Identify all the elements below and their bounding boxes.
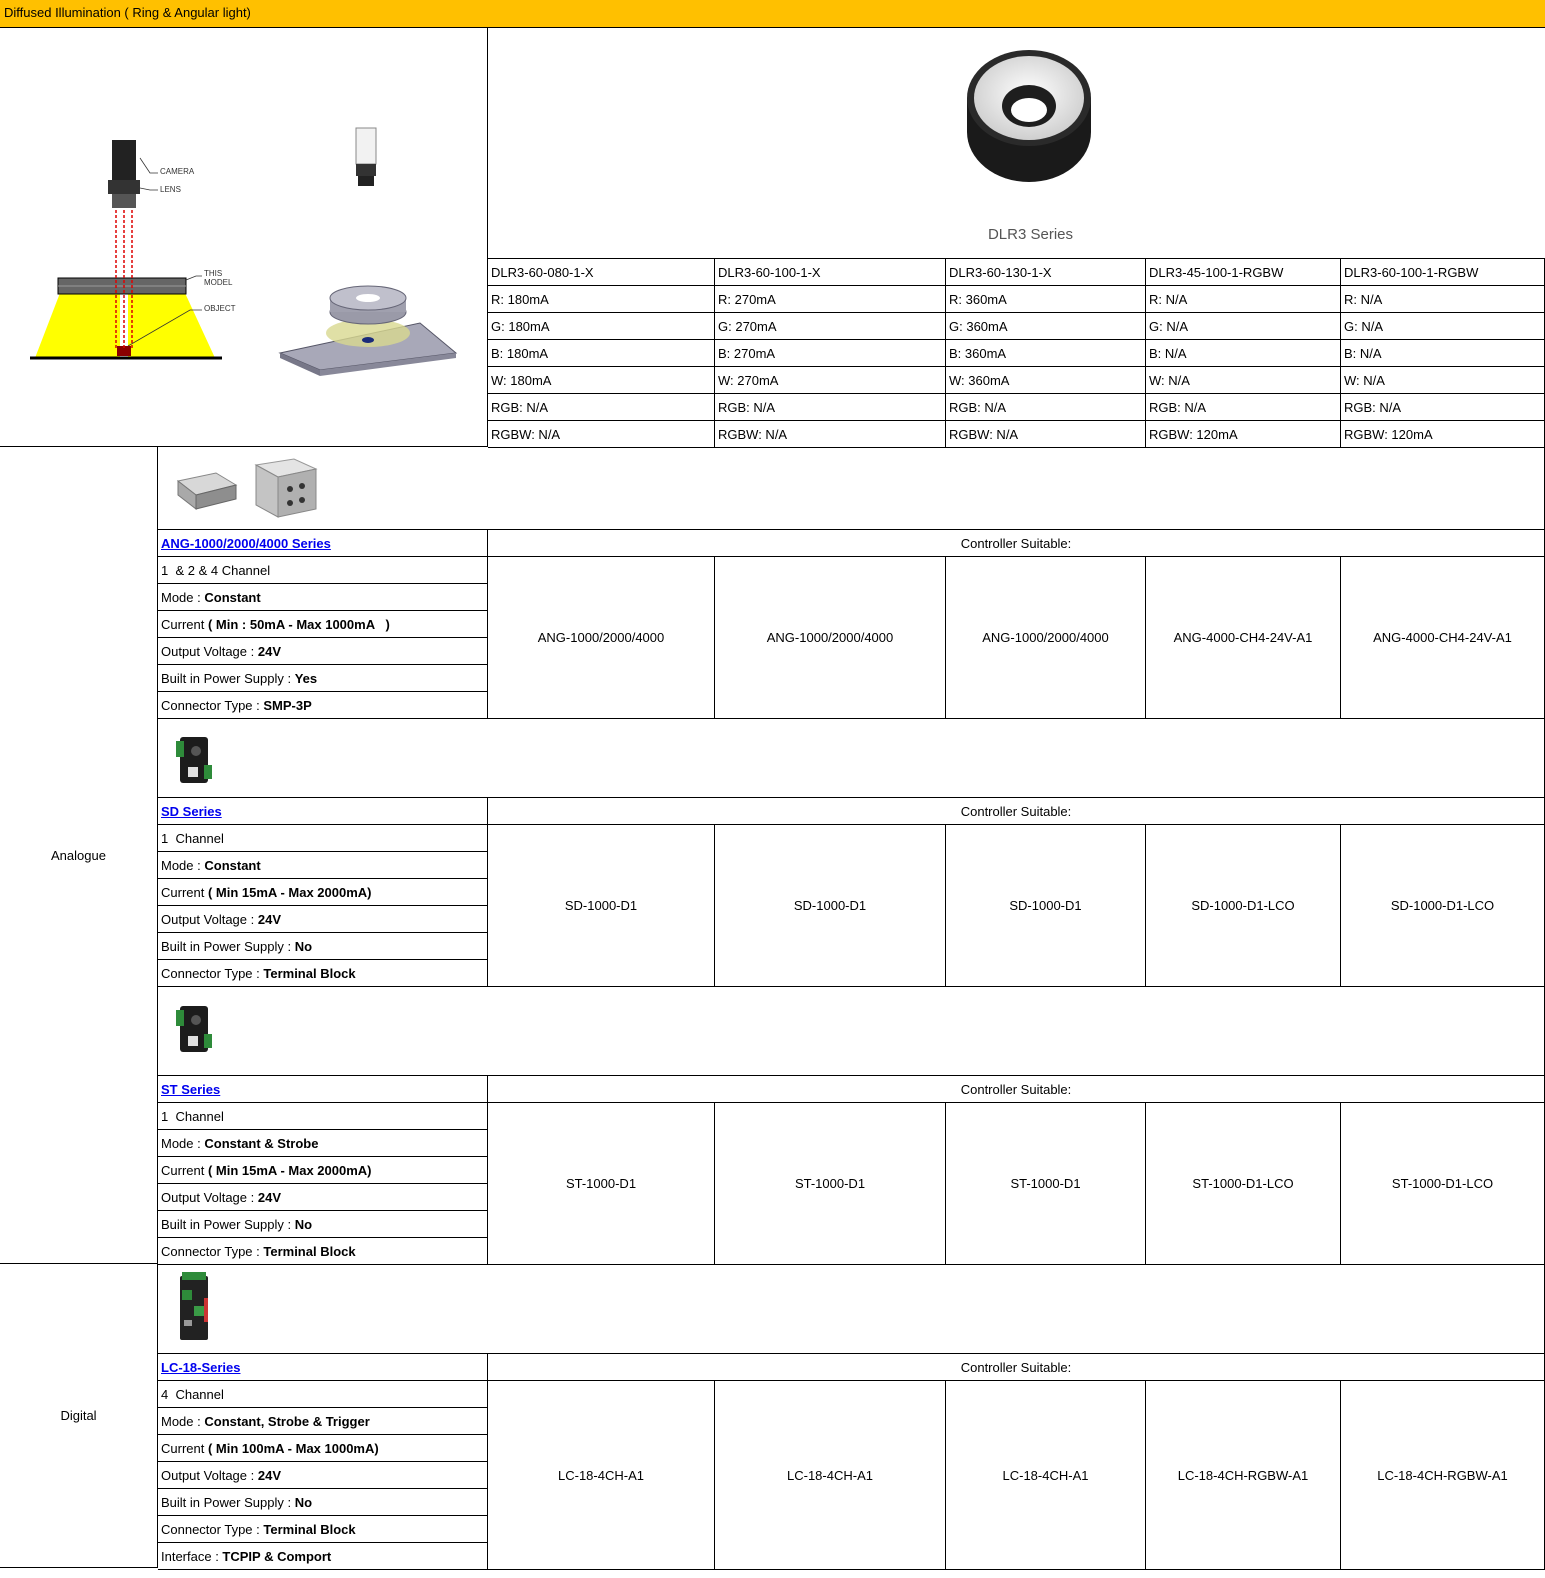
object-label: OBJECT <box>204 304 236 313</box>
controller-spec-row <box>158 852 488 879</box>
spec-label: Mode : <box>161 1135 205 1151</box>
suitable-controller-cell: SD-1000-D1 <box>715 825 946 987</box>
model-g-cell: G: N/A <box>1146 313 1341 340</box>
controller-series-name <box>158 1076 488 1103</box>
sheet-title: Diffused Illumination ( Ring & Angular light) <box>4 5 251 20</box>
controller-spec-row <box>158 825 488 852</box>
model-r-cell: R: 360mA <box>946 286 1146 313</box>
suitable-controller-cell: LC-18-4CH-A1 <box>488 1381 715 1570</box>
suitable-controller-cell: ST-1000-D1 <box>946 1103 1146 1265</box>
controller-series-name <box>158 798 488 825</box>
sheet-header <box>0 0 1545 28</box>
spec-label: Current <box>161 1162 208 1178</box>
model-label: THIS MODEL <box>204 269 233 287</box>
spec-label: Interface : <box>161 1548 223 1564</box>
camera-label: CAMERA <box>160 167 195 176</box>
controller-spec-row <box>158 638 488 665</box>
model-name-cell: DLR3-60-080-1-X <box>488 259 715 286</box>
spec-label: Output Voltage : <box>161 1189 258 1205</box>
spec-value: TCPIP & Comport <box>222 1548 332 1564</box>
model-name-cell: DLR3-45-100-1-RGBW <box>1146 259 1341 286</box>
controller-suitable-header: Controller Suitable: <box>488 1076 1545 1103</box>
spec-value: No <box>294 1494 313 1510</box>
controller-image <box>166 990 366 1070</box>
controller-image <box>166 721 366 801</box>
controller-suitable-header: Controller Suitable: <box>488 1354 1545 1381</box>
series-name: DLR3 Series <box>987 226 1074 243</box>
model-name-cell: DLR3-60-100-1-RGBW <box>1341 259 1545 286</box>
model-r-cell: R: 180mA <box>488 286 715 313</box>
model-b-cell: B: N/A <box>1341 340 1545 367</box>
model-w-cell: W: 270mA <box>715 367 946 394</box>
controller-spec-row <box>158 1462 488 1489</box>
spec-label: 1 Channel <box>161 830 224 846</box>
controller-series-link[interactable]: SD Series <box>161 803 222 819</box>
suitable-controller-cell: ANG-1000/2000/4000 <box>488 557 715 719</box>
spec-value: ( Min 15mA - Max 2000mA) <box>207 1162 372 1178</box>
controller-image-cell <box>158 1264 1545 1354</box>
spec-value: Constant <box>204 589 261 605</box>
spec-label: Connector Type : <box>161 1521 264 1537</box>
illumination-diagram <box>0 28 486 446</box>
controller-spec-row <box>158 879 488 906</box>
controller-spec-row <box>158 1381 488 1408</box>
spec-value: ( Min : 50mA - Max 1000mA ) <box>207 616 390 632</box>
controller-series-link[interactable]: ST Series <box>161 1081 221 1097</box>
suitable-controller-cell: SD-1000-D1-LCO <box>1146 825 1341 987</box>
controller-series-name <box>158 530 488 557</box>
spec-label: Built in Power Supply : <box>161 938 295 954</box>
model-g-cell: G: 270mA <box>715 313 946 340</box>
controller-spec-row <box>158 1238 488 1265</box>
suitable-controller-cell: ANG-1000/2000/4000 <box>946 557 1146 719</box>
spec-value: Terminal Block <box>263 965 356 981</box>
spec-value: 24V <box>257 1467 281 1483</box>
model-g-cell: G: 360mA <box>946 313 1146 340</box>
controller-spec-row <box>158 557 488 584</box>
controller-series-name <box>158 1354 488 1381</box>
spec-label: 4 Channel <box>161 1386 224 1402</box>
suitable-controller-cell: ANG-4000-CH4-24V-A1 <box>1341 557 1545 719</box>
spec-value: Constant & Strobe <box>204 1135 319 1151</box>
controller-suitable-header: Controller Suitable: <box>488 798 1545 825</box>
spec-value: Yes <box>294 670 318 686</box>
controller-image-cell <box>158 986 1545 1076</box>
controller-series-link[interactable]: LC-18-Series <box>161 1359 241 1375</box>
suitable-controller-cell: LC-18-4CH-A1 <box>715 1381 946 1570</box>
controller-image-cell <box>158 717 1545 798</box>
controller-spec-row <box>158 1435 488 1462</box>
suitable-controller-cell: ST-1000-D1-LCO <box>1146 1103 1341 1265</box>
model-b-cell: B: N/A <box>1146 340 1341 367</box>
suitable-controller-cell: ST-1000-D1-LCO <box>1341 1103 1545 1265</box>
model-rgbw-cell: RGBW: 120mA <box>1341 421 1545 448</box>
controller-spec-row <box>158 1130 488 1157</box>
product-image-panel <box>488 28 1545 259</box>
spec-label: Current <box>161 884 208 900</box>
controller-spec-row <box>158 1489 488 1516</box>
model-w-cell: W: 180mA <box>488 367 715 394</box>
spec-label: Mode : <box>161 589 205 605</box>
controller-spec-row <box>158 665 488 692</box>
group-digital <box>0 1264 158 1568</box>
model-name-cell: DLR3-60-130-1-X <box>946 259 1146 286</box>
spec-label: Connector Type : <box>161 1243 264 1259</box>
model-b-cell: B: 360mA <box>946 340 1146 367</box>
model-rgbw-cell: RGBW: N/A <box>488 421 715 448</box>
model-w-cell: W: 360mA <box>946 367 1146 394</box>
spec-label: Connector Type : <box>161 697 264 713</box>
controller-spec-row <box>158 1157 488 1184</box>
group-analogue-label: Analogue <box>51 847 106 863</box>
model-r-cell: R: N/A <box>1341 286 1545 313</box>
model-name-cell: DLR3-60-100-1-X <box>715 259 946 286</box>
spec-label: Current <box>161 1440 208 1456</box>
model-g-cell: G: 180mA <box>488 313 715 340</box>
spec-label: Mode : <box>161 1413 205 1429</box>
spec-label: Output Voltage : <box>161 911 258 927</box>
spec-value: 24V <box>257 911 281 927</box>
controller-series-link[interactable]: ANG-1000/2000/4000 Series <box>161 535 331 551</box>
suitable-controller-cell: ANG-1000/2000/4000 <box>715 557 946 719</box>
suitable-controller-cell: SD-1000-D1 <box>488 825 715 987</box>
suitable-controller-cell: SD-1000-D1-LCO <box>1341 825 1545 987</box>
controller-spec-row <box>158 960 488 987</box>
suitable-controller-cell: ANG-4000-CH4-24V-A1 <box>1146 557 1341 719</box>
suitable-controller-cell: ST-1000-D1 <box>488 1103 715 1265</box>
group-digital-label: Digital <box>60 1408 97 1423</box>
model-w-cell: W: N/A <box>1341 367 1545 394</box>
suitable-controller-cell: ST-1000-D1 <box>715 1103 946 1265</box>
model-r-cell: R: N/A <box>1146 286 1341 313</box>
ring-light-image <box>488 28 1545 259</box>
suitable-controller-cell: LC-18-4CH-A1 <box>946 1381 1146 1570</box>
controller-spec-row <box>158 1184 488 1211</box>
model-rgb-cell: RGB: N/A <box>488 394 715 421</box>
spec-label: 1 & 2 & 4 Channel <box>161 562 271 578</box>
model-rgbw-cell: RGBW: N/A <box>715 421 946 448</box>
controller-image <box>166 1268 366 1348</box>
model-b-cell: B: 180mA <box>488 340 715 367</box>
spec-value: Terminal Block <box>263 1521 356 1537</box>
spec-label: Built in Power Supply : <box>161 670 295 686</box>
suitable-controller-cell: LC-18-4CH-RGBW-A1 <box>1341 1381 1545 1570</box>
model-b-cell: B: 270mA <box>715 340 946 367</box>
controller-suitable-header: Controller Suitable: <box>488 530 1545 557</box>
model-rgb-cell: RGB: N/A <box>1341 394 1545 421</box>
spec-label: Built in Power Supply : <box>161 1494 295 1510</box>
model-r-cell: R: 270mA <box>715 286 946 313</box>
controller-spec-row <box>158 906 488 933</box>
spec-value: Terminal Block <box>263 1243 356 1259</box>
spec-value: ( Min 15mA - Max 2000mA) <box>207 884 372 900</box>
controller-spec-row <box>158 1211 488 1238</box>
model-g-cell: G: N/A <box>1341 313 1545 340</box>
model-rgb-cell: RGB: N/A <box>1146 394 1341 421</box>
controller-spec-row <box>158 1103 488 1130</box>
lens-label: LENS <box>160 185 181 194</box>
model-rgbw-cell: RGBW: N/A <box>946 421 1146 448</box>
controller-spec-row <box>158 611 488 638</box>
spec-label: Output Voltage : <box>161 643 258 659</box>
spec-value: SMP-3P <box>263 697 312 713</box>
spec-label: Connector Type : <box>161 965 264 981</box>
controller-image <box>166 451 366 531</box>
suitable-controller-cell: SD-1000-D1 <box>946 825 1146 987</box>
diagram-panel <box>0 28 488 447</box>
model-rgb-cell: RGB: N/A <box>946 394 1146 421</box>
spec-label: Built in Power Supply : <box>161 1216 295 1232</box>
spec-label: 1 Channel <box>161 1108 224 1124</box>
controller-spec-row <box>158 933 488 960</box>
spec-label: Current <box>161 616 208 632</box>
spec-value: No <box>294 1216 313 1232</box>
group-analogue <box>0 447 158 1264</box>
spec-value: Constant <box>204 857 261 873</box>
spec-value: 24V <box>257 643 281 659</box>
spec-label: Output Voltage : <box>161 1467 258 1483</box>
controller-spec-row <box>158 1408 488 1435</box>
model-rgbw-cell: RGBW: 120mA <box>1146 421 1341 448</box>
controller-spec-row <box>158 692 488 719</box>
model-w-cell: W: N/A <box>1146 367 1341 394</box>
controller-spec-row <box>158 1516 488 1543</box>
spec-label: Mode : <box>161 857 205 873</box>
controller-spec-row <box>158 1543 488 1570</box>
model-rgb-cell: RGB: N/A <box>715 394 946 421</box>
controller-image-cell <box>158 447 1545 530</box>
controller-spec-row <box>158 584 488 611</box>
suitable-controller-cell: LC-18-4CH-RGBW-A1 <box>1146 1381 1341 1570</box>
spec-value: No <box>294 938 313 954</box>
spec-value: 24V <box>257 1189 281 1205</box>
spec-value: Constant, Strobe & Trigger <box>204 1413 370 1429</box>
spec-value: ( Min 100mA - Max 1000mA) <box>207 1440 379 1456</box>
